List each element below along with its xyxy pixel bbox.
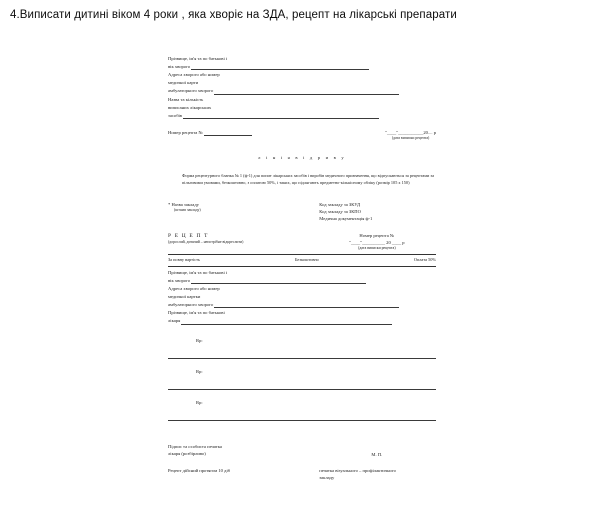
top-field-row (168, 96, 436, 103)
option-full-price: За повну вартість (168, 257, 200, 263)
recipe-number-label: Номер рецепта № (359, 233, 395, 239)
payment-options-row (168, 257, 436, 264)
patient-field-row (168, 301, 436, 308)
top-field-row (168, 71, 436, 78)
recipe-number-col (319, 232, 434, 252)
recipe-date-template: "____"__________ 20 ____ р (349, 240, 405, 246)
validity-col (168, 467, 318, 474)
top-field-label: медичної карти (168, 80, 199, 86)
cut-line-label: л і н і я в і д р и в у (258, 154, 346, 160)
top-field-label: Назва та кількість (168, 96, 204, 102)
recipe-header (168, 232, 436, 252)
rp-block (168, 368, 436, 390)
top-recipe-number (168, 129, 252, 136)
patient-field-label: вік хворого (168, 277, 191, 283)
field-underline (191, 65, 369, 71)
recipe-title: Р Е Ц Е П Т (168, 233, 209, 240)
patient-field-label: Прізвище, ім'я та по батькові (168, 310, 225, 316)
top-field-row (168, 112, 436, 119)
code-zkud-label: Код закладу за ЗКУД (319, 201, 361, 207)
field-underline (214, 303, 399, 309)
recipe-date-caption: (дата виписки рецепта) (358, 246, 396, 251)
rp-label: Rp: (196, 399, 203, 405)
patient-field-label: Адреса хворого або номер (168, 286, 220, 292)
divider (168, 266, 436, 267)
facility-codes-col (319, 201, 434, 222)
top-date-block (385, 129, 436, 142)
signature-line-2: лікаря (розбірливо) (168, 451, 206, 456)
top-field-row (168, 79, 436, 86)
top-field-label: засобів (168, 112, 182, 118)
top-field-label: амбулаторного хворого (168, 88, 214, 94)
top-field-label: вік хворого (168, 64, 191, 70)
patient-field-label: медичної картки (168, 294, 201, 300)
rp-write-line[interactable] (168, 352, 436, 359)
top-field-label: виписаних лікарських (168, 104, 212, 110)
option-half-price: Оплата 50% (413, 257, 436, 263)
prescription-form (168, 55, 436, 481)
field-underline (183, 113, 379, 119)
rp-write-line[interactable] (168, 383, 436, 390)
footer-validity-block (168, 467, 436, 481)
seal-line-1: печатка візуального – профілактичного (319, 468, 396, 473)
recipe-subtitle: (дорослий, дитячий – непотрібне відкреслити) (168, 240, 244, 245)
top-field-label: Адреса хворого або номер (168, 72, 220, 78)
patient-field-row (168, 269, 436, 276)
patient-field-row (168, 293, 436, 300)
facility-name-col (168, 201, 318, 214)
patient-field-row (168, 309, 436, 316)
page-title: 4.Виписати дитині віком 4 роки , яка хворіє на ЗДА, рецепт на лікарські препарати (10, 9, 457, 21)
stamp-label: М. П. (371, 451, 383, 457)
rp-write-line[interactable] (168, 414, 436, 421)
form-description-paragraph: Форма рецептурного бланка № 1 (ф-1) для попит лікарських засобів і виробів медичного призначення, що відпускаються за рецептами за пільговими умовами, безкоштовно, з оплатою 50%, і таких, що підлягають предметно-кількісному обліку (розмір 105 х 150) (182, 172, 434, 185)
field-underline (214, 89, 399, 95)
code-zkpo-label: Код закладу за ЗКПО (319, 208, 361, 214)
top-recipe-number-row (168, 129, 436, 142)
rp-label: Rp: (196, 368, 203, 374)
doc-form-label: Медична документація ф-1 (319, 215, 373, 221)
signature-col (168, 443, 318, 457)
form-top-stub (168, 55, 436, 119)
top-field-row (168, 104, 436, 111)
seal-col (319, 467, 434, 481)
recipe-title-col (168, 232, 318, 246)
facility-name-sub: (штамп закладу) (174, 207, 201, 212)
top-field-row (168, 87, 436, 94)
field-underline (204, 130, 252, 136)
facility-name-label: * Назва закладу (168, 201, 199, 207)
patient-field-row (168, 317, 436, 324)
patient-field-row (168, 285, 436, 292)
option-gratis: Безкоштовно (294, 257, 319, 263)
patient-field-label: амбулаторного хворого (168, 302, 214, 308)
rp-block (168, 337, 436, 359)
top-field-row (168, 63, 436, 70)
patient-field-label: лікаря (168, 318, 181, 324)
patient-fields-block (168, 269, 436, 325)
facility-block (168, 201, 436, 222)
top-field-label: Прізвище, ім'я та по батькові і (168, 56, 228, 61)
validity-label: Рецепт дійсний протягом 10 діб (168, 468, 231, 473)
field-underline (181, 319, 392, 325)
rp-label: Rp: (196, 337, 203, 343)
top-date-template: "____"___________20.... р (385, 129, 436, 135)
rp-block (168, 399, 436, 421)
top-field-row (168, 55, 436, 62)
divider (168, 254, 436, 255)
top-recipe-number-label: Номер рецепта № (168, 129, 203, 135)
footer-signature-block (168, 443, 436, 458)
seal-line-2: закладу (319, 475, 335, 481)
field-underline (191, 279, 366, 285)
patient-field-label: Прізвище, ім'я та по батькові і (168, 269, 228, 275)
stamp-col (319, 443, 434, 458)
signature-line-1: Підпис та особиста печатка (168, 443, 222, 449)
patient-field-row (168, 277, 436, 284)
top-date-caption: (дата виписки рецепта) (391, 135, 430, 140)
